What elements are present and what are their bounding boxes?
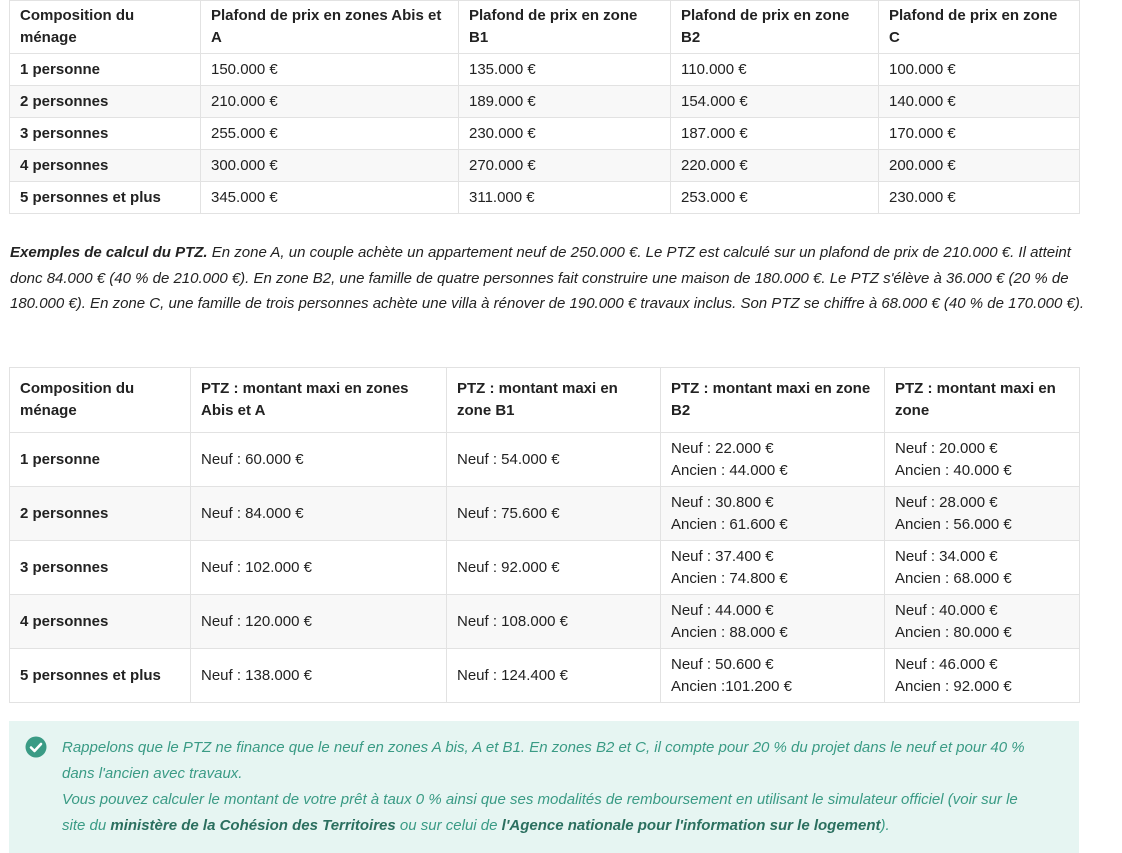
table-row <box>10 487 1080 541</box>
column-header: Composition du ménage <box>10 368 191 433</box>
column-header: PTZ : montant maxi en zone <box>885 368 1080 433</box>
table-cell: 255.000 € <box>201 118 459 150</box>
ancien-amount: Ancien : 74.800 € <box>671 569 788 587</box>
neuf-amount: Neuf : 50.600 € <box>671 655 774 673</box>
table-header-row <box>10 368 1080 433</box>
ancien-amount: Ancien : 56.000 € <box>895 515 1012 533</box>
table-cell <box>885 649 1080 703</box>
column-header: Plafond de prix en zone C <box>879 1 1080 54</box>
ancien-amount: Ancien : 44.000 € <box>671 461 788 479</box>
row-label: 1 personne <box>10 433 191 487</box>
table-cell: 140.000 € <box>879 86 1080 118</box>
neuf-amount: Neuf : 40.000 € <box>895 601 998 619</box>
row-label: 5 personnes et plus <box>10 649 191 703</box>
ancien-amount: Ancien : 68.000 € <box>895 569 1012 587</box>
table-cell <box>885 541 1080 595</box>
table-cell: Neuf : 75.600 € <box>447 487 661 541</box>
neuf-amount: Neuf : 22.000 € <box>671 439 774 457</box>
table-cell: Neuf : 60.000 € <box>191 433 447 487</box>
table-row <box>10 595 1080 649</box>
column-header: PTZ : montant maxi en zones Abis et A <box>191 368 447 433</box>
neuf-amount: Neuf : 44.000 € <box>671 601 774 619</box>
note-paragraph-zones: Rappelons que le PTZ ne finance que le neuf en zones A bis, A et B1. En zones B2 et C, il compte pour 20 % du projet dans le neuf et pour 40 % dans l'ancien avec travaux. <box>62 739 1025 782</box>
table-row <box>10 54 1080 86</box>
table-cell: Neuf : 102.000 € <box>191 541 447 595</box>
table-cell: 230.000 € <box>459 118 671 150</box>
table-cell <box>885 433 1080 487</box>
example-lead: Exemples de calcul du PTZ. <box>10 244 208 261</box>
table-row <box>10 150 1080 182</box>
table-cell <box>661 649 885 703</box>
row-label: 5 personnes et plus <box>10 182 201 214</box>
table-cell: Neuf : 92.000 € <box>447 541 661 595</box>
table-cell: 154.000 € <box>671 86 879 118</box>
table-cell <box>661 595 885 649</box>
neuf-amount: Neuf : 34.000 € <box>895 547 998 565</box>
column-header: Composition du ménage <box>10 1 201 54</box>
table-cell: Neuf : 120.000 € <box>191 595 447 649</box>
table-cell <box>885 487 1080 541</box>
table-cell <box>661 487 885 541</box>
table-row <box>10 541 1080 595</box>
table-row <box>10 649 1080 703</box>
row-label: 4 personnes <box>10 150 201 182</box>
table-row <box>10 182 1080 214</box>
ancien-amount: Ancien : 80.000 € <box>895 623 1012 641</box>
column-header: PTZ : montant maxi en zone B1 <box>447 368 661 433</box>
table-header-row <box>10 1 1080 54</box>
table-cell: 300.000 € <box>201 150 459 182</box>
info-note-box <box>9 721 1079 853</box>
table-cell: 135.000 € <box>459 54 671 86</box>
check-circle-icon <box>25 736 47 758</box>
table-cell: 189.000 € <box>459 86 671 118</box>
table-cell <box>885 595 1080 649</box>
table-cell: Neuf : 124.400 € <box>447 649 661 703</box>
calculation-example-paragraph <box>10 240 1085 317</box>
table-cell: 345.000 € <box>201 182 459 214</box>
note-text: ou sur celui de <box>395 817 502 834</box>
table-cell <box>661 541 885 595</box>
ancien-amount: Ancien : 92.000 € <box>895 677 1012 695</box>
row-label: 3 personnes <box>10 541 191 595</box>
table-cell: 220.000 € <box>671 150 879 182</box>
table-cell: 253.000 € <box>671 182 879 214</box>
table-cell: 230.000 € <box>879 182 1080 214</box>
neuf-amount: Neuf : 37.400 € <box>671 547 774 565</box>
neuf-amount: Neuf : 46.000 € <box>895 655 998 673</box>
table-cell: 187.000 € <box>671 118 879 150</box>
column-header: Plafond de prix en zones Abis et A <box>201 1 459 54</box>
anil-link[interactable]: l'Agence nationale pour l'information sur le logement <box>501 817 881 834</box>
row-label: 2 personnes <box>10 86 201 118</box>
note-text: Vous pouvez calculer le montant de votre prêt à taux 0 % ainsi que ses modalités de remboursement en utilisant le simulateur officiel (voir sur le site du <box>62 791 1018 834</box>
table-cell: 170.000 € <box>879 118 1080 150</box>
table-cell: 270.000 € <box>459 150 671 182</box>
column-header: PTZ : montant maxi en zone B2 <box>661 368 885 433</box>
table-row <box>10 433 1080 487</box>
note-text: ). <box>880 817 890 834</box>
ministere-link[interactable]: ministère de la Cohésion des Territoires <box>110 817 396 834</box>
table-cell: Neuf : 108.000 € <box>447 595 661 649</box>
table-cell: 210.000 € <box>201 86 459 118</box>
row-label: 4 personnes <box>10 595 191 649</box>
table-cell: 200.000 € <box>879 150 1080 182</box>
table-row <box>10 86 1080 118</box>
row-label: 2 personnes <box>10 487 191 541</box>
neuf-amount: Neuf : 30.800 € <box>671 493 774 511</box>
ancien-amount: Ancien : 61.600 € <box>671 515 788 533</box>
table-cell: 311.000 € <box>459 182 671 214</box>
ancien-amount: Ancien : 40.000 € <box>895 461 1012 479</box>
table-cell: 110.000 € <box>671 54 879 86</box>
table-cell: Neuf : 138.000 € <box>191 649 447 703</box>
table-cell: Neuf : 84.000 € <box>191 487 447 541</box>
note-paragraph-simulator <box>62 787 1039 839</box>
column-header: Plafond de prix en zone B1 <box>459 1 671 54</box>
neuf-amount: Neuf : 20.000 € <box>895 439 998 457</box>
table-cell: 100.000 € <box>879 54 1080 86</box>
row-label: 1 personne <box>10 54 201 86</box>
table-cell: 150.000 € <box>201 54 459 86</box>
row-label: 3 personnes <box>10 118 201 150</box>
ancien-amount: Ancien :101.200 € <box>671 677 792 695</box>
column-header: Plafond de prix en zone B2 <box>671 1 879 54</box>
ptz-max-amount-table <box>9 367 1080 703</box>
table-cell <box>661 433 885 487</box>
neuf-amount: Neuf : 28.000 € <box>895 493 998 511</box>
price-ceiling-table <box>9 0 1080 214</box>
example-text: En zone A, un couple achète un appartement neuf de 250.000 €. Le PTZ est calculé sur un plafond de prix de 210.000 €. Il atteint donc 84.000 € (40 % de 210.000 €). En zone B2, une famille de quatre personnes fait construire une maison de 180.000 €. Le PTZ s'élève à 36.000 € (20 % de 180.000 €). En zone C, une famille de trois personnes achète une villa à rénover de 190.000 € travaux inclus. Son PTZ se chiffre à 68.000 € (40 % de 170.000 €). <box>10 244 1084 312</box>
ancien-amount: Ancien : 88.000 € <box>671 623 788 641</box>
table-cell: Neuf : 54.000 € <box>447 433 661 487</box>
table-row <box>10 118 1080 150</box>
